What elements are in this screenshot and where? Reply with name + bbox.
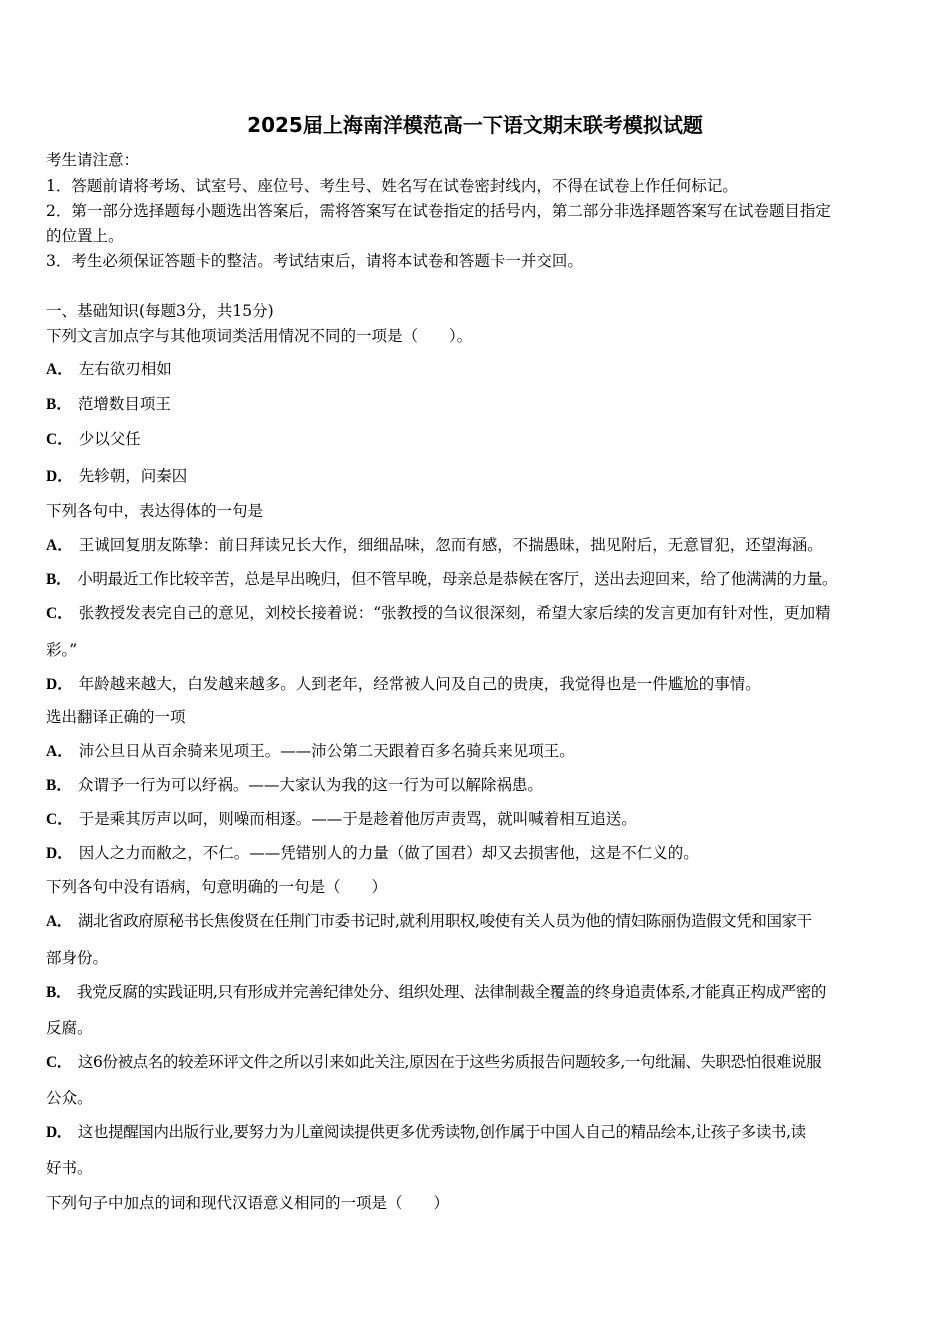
option-text: 张教授发表完自己的意见，刘校长接着说：“张教授的刍议很深刻，希望大家后续的发言更加有针对性，更加精 — [78, 604, 831, 622]
option-text: 这也提醒国内出版行业,要努力为儿童阅读提供更多优秀读物,创作属于中国人自己的精品绘本,让孩子多读书,读 — [77, 1123, 806, 1141]
option-label: A． — [46, 913, 72, 930]
option-label: B． — [46, 984, 72, 1001]
option-label: B． — [46, 571, 72, 588]
notice-item: 的位置上。 — [46, 227, 124, 245]
option-label: A． — [46, 537, 73, 554]
question-stem: 下列各句中没有语病，句意明确的一句是（ ） — [46, 878, 388, 896]
option-label: B． — [46, 396, 72, 413]
option-text: 沛公旦日从百余骑来见项王。——沛公第二天跟着百多名骑兵来见项王。 — [78, 742, 575, 760]
question-stem: 下列文言加点字与其他项词类活用情况不同的一项是（ ）。 — [46, 327, 473, 345]
notice-heading: 考生请注意： — [46, 151, 140, 169]
question-stem: 下列句子中加点的词和现代汉语意义相同的一项是（ ） — [46, 1194, 450, 1212]
option — [46, 569, 837, 590]
option — [46, 911, 812, 932]
option — [46, 394, 171, 415]
option-text: 左右欲刃相如 — [78, 360, 172, 378]
option-label: D． — [46, 1124, 72, 1141]
option-text: 先轸朝，问秦囚 — [78, 467, 188, 485]
option-label: C． — [46, 431, 73, 448]
option — [46, 1052, 821, 1073]
question-stem: 选出翻译正确的一项 — [46, 708, 186, 726]
option — [46, 1122, 806, 1143]
option — [46, 359, 172, 380]
option — [46, 775, 543, 796]
option-text: 小明最近工作比较辛苦，总是早出晚归，但不管早晚，母亲总是恭候在客厅，送出去迎回来，给了他满满的力量。 — [77, 570, 838, 588]
option-text-cont: 公众。 — [46, 1089, 93, 1107]
option-label: D． — [46, 676, 73, 693]
notice-item: 2．第一部分选择题每小题选出答案后，需将答案写在试卷指定的括号内，第二部分非选择题答案写在试卷题目指定 — [46, 202, 831, 220]
option-label: A． — [46, 743, 73, 760]
question-stem: 下列各句中，表达得体的一句是 — [46, 502, 264, 520]
option-label: B． — [46, 777, 72, 794]
option-text: 这6份被点名的较差环评文件之所以引来如此关注,原因在于这些劣质报告问题较多,一句纰漏、失职恐怕很难说服 — [77, 1053, 822, 1071]
option-text: 因人之力而敝之，不仁。——凭错别人的力量（做了国君）却又去损害他，这是不仁义的。 — [78, 844, 699, 862]
notice-item: 1．答题前请将考场、试室号、座位号、考生号、姓名写在试卷密封线内，不得在试卷上作任何标记。 — [46, 177, 738, 195]
section-heading: 一、基础知识(每题3分，共15分) — [46, 302, 274, 320]
option — [46, 982, 826, 1003]
option-label: D． — [46, 468, 73, 485]
option-text-cont: 部身份。 — [46, 949, 109, 967]
option — [46, 843, 699, 864]
option-text-cont: 彩。” — [46, 641, 78, 659]
option — [46, 429, 141, 450]
option-text: 年龄越来越大，白发越来越多。人到老年，经常被人问及自己的贵庚，我觉得也是一件尴尬的事情。 — [78, 675, 761, 693]
option-label: A． — [46, 361, 73, 378]
notice-item: 3．考生必须保证答题卡的整洁。考试结束后，请将本试卷和答题卡一并交回。 — [46, 252, 583, 270]
option-label: C． — [46, 1054, 72, 1071]
option-text-cont: 反腐。 — [46, 1019, 93, 1037]
option-label: D． — [46, 845, 73, 862]
option — [46, 674, 761, 695]
option-label: C． — [46, 605, 73, 622]
option — [46, 535, 823, 556]
option-text: 湖北省政府原秘书长焦俊贤在任荆门市委书记时,就利用职权,唆使有关人员为他的情妇陈丽伪造假文凭和国家干 — [77, 912, 812, 930]
option — [46, 741, 575, 762]
option-text: 少以父任 — [78, 430, 141, 448]
page-title: 2025届上海南洋模范高一下语文期末联考模拟试题 — [247, 113, 703, 137]
option-text: 王诚回复朋友陈挚：前日拜读兄长大作，细细品味，忽而有感，不揣愚昧，拙见附后，无意冒犯，还望海涵。 — [78, 536, 823, 554]
option-text: 范增数目项王 — [77, 395, 171, 413]
option — [46, 466, 187, 487]
option-text: 我党反腐的实践证明,只有形成并完善纪律处分、组织处理、法律制裁全覆盖的终身追责体系,才能真正构成严密的 — [77, 983, 827, 1001]
option-label: C． — [46, 811, 73, 828]
option-text: 于是乘其厉声以呵，则噪而相逐。——于是趁着他厉声责骂，就叫喊着相互追送。 — [78, 810, 637, 828]
option — [46, 603, 831, 624]
option — [46, 809, 637, 830]
option-text-cont: 好书。 — [46, 1159, 93, 1177]
option-text: 众谓予一行为可以纾祸。——大家认为我的这一行为可以解除祸患。 — [77, 776, 543, 794]
